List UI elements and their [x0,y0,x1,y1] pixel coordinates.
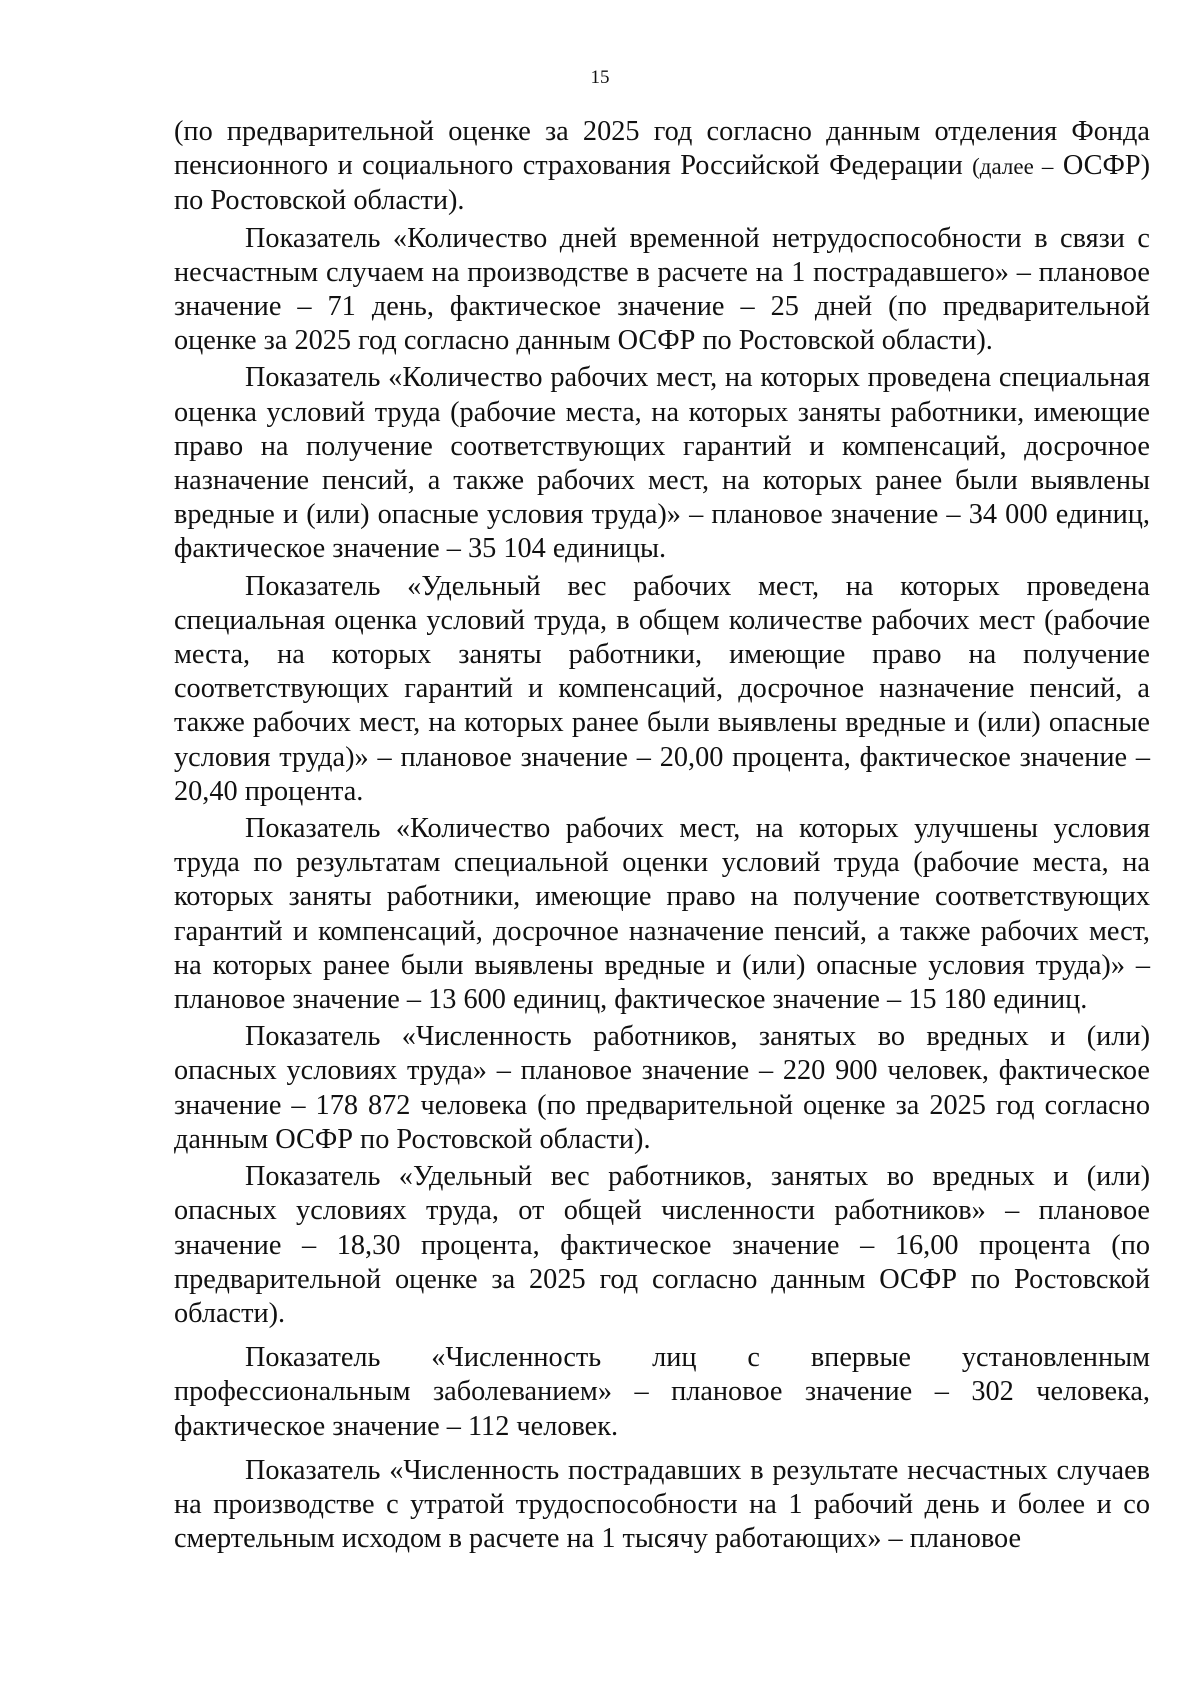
paragraph-indicator-hazardous-workers: Показатель «Численность работников, занятых во вредных и (или) опасных условиях труда» – плановое значение – 220 900 человек, фактическое значение – 178 872 человека (по предварительной оценке за 2025 год согласно данным ОСФР по Ростовской области). [174,1021,1150,1155]
paragraph-note-small: (далее – [972,154,1054,180]
paragraph-text-end: ОСФР) по Ростовской области). [174,150,1150,217]
document-body [174,115,1150,1556]
paragraph-indicator-sick-days: Показатель «Количество дней временной нетрудоспособности в связи с несчастным случаем на производстве в расчете на 1 пострадавшего» – плановое значение – 71 день, фактическое значение – 25 дней (по предварительной оценке за 2025 год согласно данным ОСФР по Ростовской области). [174,222,1150,357]
paragraph-text: (по предварительной оценке за 2025 год согласно данным отделения Фонда пенсионного и социального страхования Российской Федерации [174,116,1150,182]
paragraph-continuation [174,115,1150,219]
page-number: 15 [590,67,610,88]
paragraph-indicator-improved-workplaces: Показатель «Количество рабочих мест, на которых улучшены условия труда по результатам специальной оценки условий труда (рабочие места, на которых заняты работники, имеющие право на получение соответствующих гарантий и компенсаций, досрочное назначение пенсий, а также рабочих мест, на которых ранее были выявлены вредные и (или) опасные условия труда)» – плановое значение – 13 600 единиц, фактическое значение – 15 180 единиц. [174,813,1150,1016]
paragraph-indicator-occupational-disease: Показатель «Численность лиц с впервые установленным профессиональным заболеванием» – плановое значение – 302 человека, фактическое значение – 112 человек. [174,1342,1150,1442]
paragraph-indicator-injured-per-thousand: Показатель «Численность пострадавших в результате несчастных случаев на производстве с утратой трудоспособности на 1 рабочий день и более и со смертельным исходом в расчете на 1 тысячу работающих» – плановое [174,1454,1150,1555]
paragraph-indicator-hazardous-share: Показатель «Удельный вес работников, занятых во вредных и (или) опасных условиях труда, от общей численности работников» – плановое значение – 18,30 процента, фактическое значение – 16,00 процента (по предварительной оценке за 2025 год согласно данным ОСФР по Ростовской области). [174,1161,1150,1329]
paragraph-indicator-assessed-workplaces: Показатель «Количество рабочих мест, на которых проведена специальная оценка условий труда (рабочие места, на которых заняты работники, имеющие право на получение соответствующих гарантий и компенсаций, досрочное назначение пенсий, а также рабочих мест, на которых ранее были выявлены вредные и (или) опасные условия труда)» – плановое значение – 34 000 единиц, фактическое значение – 35 104 единицы. [174,362,1150,565]
paragraph-indicator-assessed-share: Показатель «Удельный вес рабочих мест, на которых проведена специальная оценка условий труда, в общем количестве рабочих мест (рабочие места, на которых заняты работники, имеющие право на получение соответствующих гарантий и компенсаций, досрочное назначение пенсий, а также рабочих мест, на которых ранее были выявлены вредные и (или) опасные условия труда)» – плановое значение – 20,00 процента, фактическое значение – 20,40 процента. [174,570,1150,807]
